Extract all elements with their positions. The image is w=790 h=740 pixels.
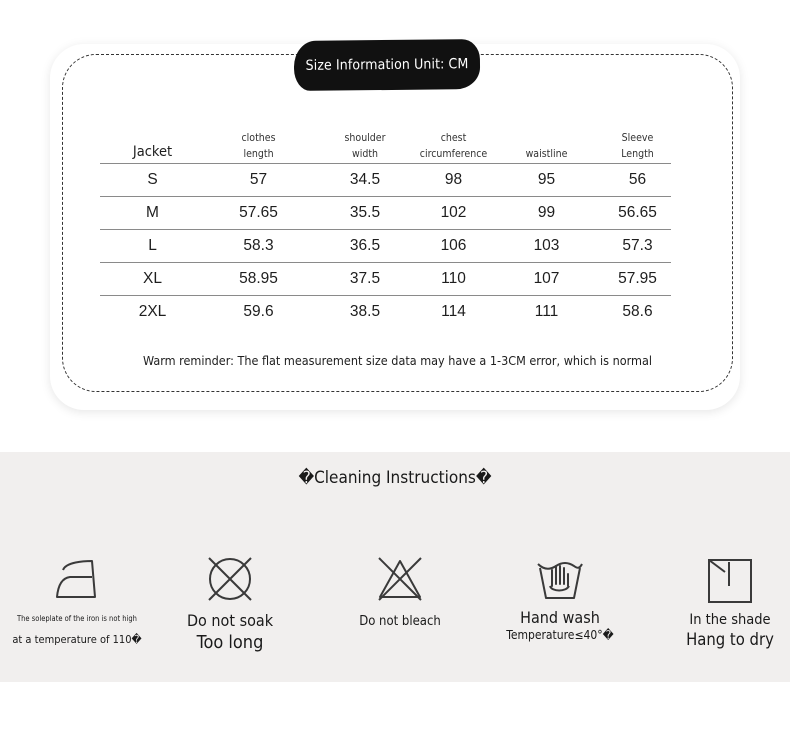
clothes-length-value: 57.65 (205, 197, 312, 230)
table-row (100, 197, 671, 230)
clothes-length-value: 58.3 (205, 230, 312, 263)
care-handwash-line-1: Hand wash (520, 608, 600, 627)
cleaning-title: �Cleaning Instructions� (298, 468, 492, 488)
size-label: 2XL (138, 303, 167, 320)
size-label: XL (100, 263, 205, 296)
col-header-sleeve-length (604, 126, 671, 164)
care-soak-line-1: Do not soak (186, 611, 274, 630)
do-not-bleach-icon (345, 555, 455, 603)
cleaning-section (0, 452, 790, 682)
shoulder-width-value: 34.5 (312, 164, 418, 197)
waistline-value: 103 (489, 230, 604, 263)
chest-circumference-value: 110 (418, 263, 489, 296)
waistline-value: 99 (489, 197, 604, 230)
sleeve-length-value: 56.65 (604, 197, 671, 230)
chest-circumference-value: 106 (418, 230, 489, 263)
shoulder-width-value: 36.5 (312, 230, 418, 263)
size-table-header (100, 126, 671, 164)
table-row (100, 164, 671, 197)
care-item-handwash (505, 556, 615, 642)
care-item-soak (175, 555, 285, 653)
waistline-value: 107 (489, 263, 604, 296)
care-handwash-line-2: Temperature≤40°� (506, 628, 614, 642)
clothes-length-value: 58.95 (205, 263, 312, 296)
chest-circumference-value: 98 (418, 164, 489, 197)
chest-circumference-value: 102 (418, 197, 489, 230)
sleeve-length-value: 57.3 (604, 230, 671, 263)
col-header-line: Sleeve (621, 132, 654, 144)
dry-in-shade-icon (675, 558, 785, 604)
col-header-line: clothes (241, 132, 276, 144)
size-label: M (100, 197, 205, 230)
shoulder-width-value: 37.5 (312, 263, 418, 296)
care-item-shade (675, 558, 785, 649)
care-item-iron (10, 558, 144, 646)
size-label: S (100, 164, 205, 197)
waistline-value: 111 (534, 303, 559, 320)
waistline-value: 95 (489, 164, 604, 197)
col-header-line: circumference (419, 148, 488, 160)
care-iron-line-2: at a temperature of 110� (12, 633, 142, 646)
table-row (100, 296, 671, 329)
col-header-line: Length (621, 148, 654, 160)
care-bleach-line-1: Do not bleach (359, 614, 441, 629)
iron-icon (10, 558, 144, 602)
clothes-length-value: 59.6 (243, 303, 274, 320)
care-soak-line-2: Too long (196, 632, 264, 653)
measurement-reminder: Warm reminder: The flat measurement size data may have a 1-3CM error, which is normal (143, 353, 652, 368)
size-label: L (100, 230, 205, 263)
shoulder-width-value: 35.5 (312, 197, 418, 230)
chest-circumference-value: 114 (441, 303, 466, 320)
sleeve-length-value: 58.6 (622, 303, 653, 320)
table-row (100, 230, 671, 263)
care-iron-line-1: The soleplate of the iron is not high (17, 614, 137, 623)
shoulder-width-value: 38.5 (349, 303, 381, 320)
col-header-chest-circumference (418, 126, 489, 164)
do-not-soak-icon (175, 555, 285, 603)
sleeve-length-value: 57.95 (604, 263, 671, 296)
size-card-title: Size Information Unit: CM (294, 39, 481, 91)
col-header-clothes-length (205, 126, 312, 164)
care-item-bleach (345, 555, 455, 629)
care-shade-line-2: Hang to dry (686, 630, 774, 649)
clothes-length-value: 57 (205, 164, 312, 197)
col-header-waistline (489, 126, 604, 164)
hand-wash-icon (505, 556, 615, 600)
size-table (100, 126, 671, 328)
col-header-jacket: Jacket (100, 126, 205, 164)
table-row (100, 263, 671, 296)
col-header-line: width (351, 148, 379, 160)
col-header-line: waistline (525, 148, 568, 160)
col-header-line: chest (440, 132, 467, 144)
col-header-line: shoulder (344, 132, 386, 144)
care-shade-line-1: In the shade (689, 612, 771, 628)
sleeve-length-value: 56 (604, 164, 671, 197)
col-header-line: length (243, 148, 274, 160)
col-header-shoulder-width (312, 126, 418, 164)
